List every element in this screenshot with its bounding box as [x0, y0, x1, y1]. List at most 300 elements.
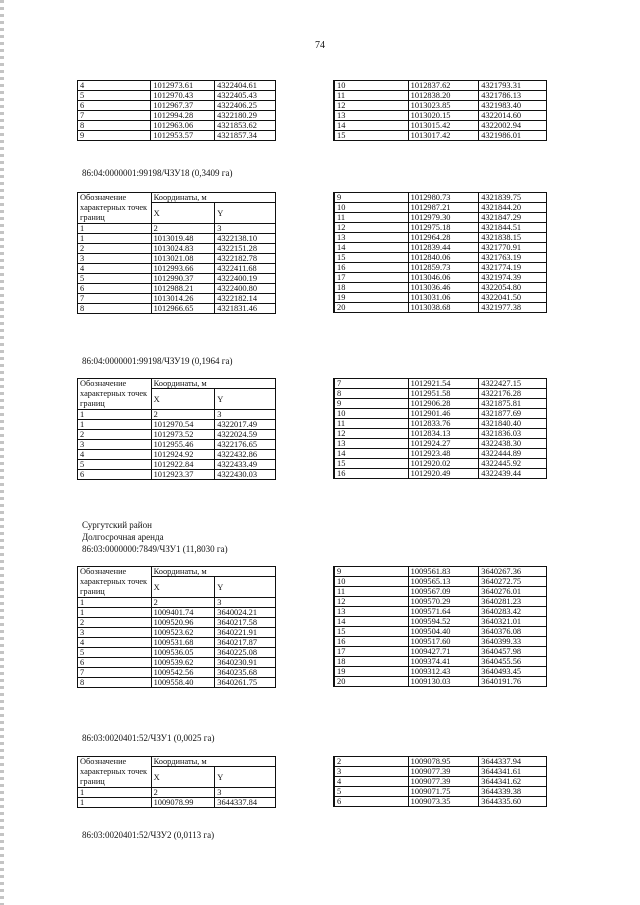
table-row	[334, 273, 547, 283]
coord-x: 1009558.40	[151, 678, 215, 688]
coord-y: 4322400.19	[215, 274, 276, 284]
coord-x: 1013024.83	[151, 244, 215, 254]
table-row	[78, 798, 276, 808]
coord-y: 3640272.75	[479, 577, 547, 587]
coord-x: 1012924.27	[408, 439, 479, 449]
coord-y: 4321844.51	[479, 223, 547, 233]
coord-x: 1012980.73	[408, 193, 479, 203]
coords-table-s5-left	[77, 756, 276, 808]
coord-x: 1013046.06	[408, 273, 479, 283]
coord-y: 4321774.19	[479, 263, 547, 273]
coord-x: 1009130.03	[408, 677, 479, 687]
point-number: 4	[78, 450, 152, 460]
coord-x: 1009077.39	[408, 777, 479, 787]
point-number: 6	[78, 470, 152, 480]
coord-y: 3640376.08	[479, 627, 547, 637]
coord-x: 1009401.74	[151, 608, 215, 618]
coord-y: 4321839.75	[479, 193, 547, 203]
coord-x: 1009073.35	[408, 797, 479, 807]
coord-y: 3644335.60	[479, 797, 547, 807]
coord-x: 1012973.61	[151, 81, 215, 91]
point-number: 12	[334, 101, 408, 111]
coord-x: 1012975.18	[408, 223, 479, 233]
column-number: 3	[215, 410, 276, 420]
coord-y: 4322151.28	[215, 244, 276, 254]
point-number: 15	[334, 459, 408, 469]
coord-x: 1009071.75	[408, 787, 479, 797]
coord-y: 4322405.43	[215, 91, 276, 101]
coord-y: 4321847.29	[479, 213, 547, 223]
table-row	[334, 767, 547, 777]
coord-x: 1013019.48	[151, 234, 215, 244]
table-row	[78, 628, 276, 638]
coord-y: 4321974.39	[479, 273, 547, 283]
point-number: 17	[334, 647, 408, 657]
table-row	[334, 409, 547, 419]
table-row	[334, 253, 547, 263]
point-number: 19	[334, 667, 408, 677]
point-number: 3	[78, 254, 152, 264]
page-number: 74	[315, 40, 325, 51]
table-row	[334, 617, 547, 627]
point-number: 18	[334, 657, 408, 667]
point-number: 11	[334, 91, 408, 101]
table-row	[334, 667, 547, 677]
coord-y: 4321875.81	[479, 399, 547, 409]
column-number: 2	[151, 788, 215, 798]
point-number: 12	[334, 223, 408, 233]
point-number: 7	[78, 668, 152, 678]
coord-y: 4322432.86	[215, 450, 276, 460]
table-row	[334, 283, 547, 293]
table-row	[78, 234, 276, 244]
coord-y: 4322138.10	[215, 234, 276, 244]
coord-y: 4322444.89	[479, 449, 547, 459]
table-row	[334, 121, 547, 131]
section-label-7849: 86:03:0000000:7849/ЧЗУ1 (11,8030 га)	[82, 544, 228, 554]
coord-x: 1009542.56	[151, 668, 215, 678]
coord-y: 4321831.46	[215, 304, 276, 314]
point-number: 9	[334, 399, 408, 409]
table-row	[78, 648, 276, 658]
table-row	[78, 284, 276, 294]
table-row	[334, 787, 547, 797]
coord-x: 1012921.54	[408, 379, 479, 389]
coord-y: 3640221.91	[215, 628, 276, 638]
table-row	[78, 111, 276, 121]
coord-y: 3644337.94	[479, 757, 547, 767]
point-number: 20	[334, 303, 408, 313]
point-number: 3	[78, 628, 152, 638]
header-designation: Обозначение характерных точек границ	[78, 193, 152, 224]
coord-y: 3644337.84	[215, 798, 276, 808]
coord-x: 1009594.52	[408, 617, 479, 627]
point-number: 10	[334, 203, 408, 213]
table-row	[334, 647, 547, 657]
table-row	[78, 618, 276, 628]
point-number: 9	[334, 193, 408, 203]
table-header-row	[78, 757, 276, 767]
coord-x: 1013015.42	[408, 121, 479, 131]
point-number: 13	[334, 233, 408, 243]
coord-y: 3640281.23	[479, 597, 547, 607]
table-row	[78, 131, 276, 141]
point-number: 1	[78, 798, 152, 808]
header-y: Y	[215, 577, 276, 598]
coord-x: 1009312.43	[408, 667, 479, 677]
coords-table-s2-left	[77, 192, 276, 314]
table-row	[334, 399, 547, 409]
point-number: 8	[78, 678, 152, 688]
point-number: 14	[334, 243, 408, 253]
coord-x: 1012970.54	[151, 420, 215, 430]
header-coordinates: Координаты, м	[151, 379, 275, 389]
coord-y: 4321838.15	[479, 233, 547, 243]
coord-x: 1012951.58	[408, 389, 479, 399]
table-row	[334, 757, 547, 767]
table-row	[334, 233, 547, 243]
coord-y: 4322176.65	[215, 440, 276, 450]
table-row	[78, 294, 276, 304]
point-number: 9	[334, 567, 408, 577]
table-row	[78, 638, 276, 648]
coords-table-s5-right	[333, 756, 547, 807]
coord-y: 4322017.49	[215, 420, 276, 430]
coord-x: 1009374.41	[408, 657, 479, 667]
header-x: X	[151, 389, 215, 410]
point-number: 10	[334, 577, 408, 587]
table-column-number-row	[78, 224, 276, 234]
coord-x: 1012920.49	[408, 469, 479, 479]
point-number: 2	[78, 430, 152, 440]
section-label-chzu19: 86:04:0000001:99198/ЧЗУ19 (0,1964 га)	[82, 356, 233, 366]
coord-y: 3644341.62	[479, 777, 547, 787]
table-row	[334, 587, 547, 597]
coords-table-s2-right	[333, 192, 547, 313]
coord-y: 4322404.61	[215, 81, 276, 91]
coord-x: 1009567.09	[408, 587, 479, 597]
coord-x: 1012838.20	[408, 91, 479, 101]
coord-y: 4322411.68	[215, 264, 276, 274]
table-row	[334, 243, 547, 253]
coord-y: 4322041.50	[479, 293, 547, 303]
coord-x: 1013038.68	[408, 303, 479, 313]
coord-y: 3640230.91	[215, 658, 276, 668]
point-number: 15	[334, 627, 408, 637]
district-label: Сургутский район	[82, 520, 152, 530]
point-number: 1	[78, 420, 152, 430]
table-row	[78, 450, 276, 460]
coord-x: 1012923.48	[408, 449, 479, 459]
point-number: 11	[334, 213, 408, 223]
header-x: X	[151, 767, 215, 788]
coord-y: 4322180.29	[215, 111, 276, 121]
header-x: X	[151, 577, 215, 598]
point-number: 10	[334, 409, 408, 419]
coord-x: 1012963.06	[151, 121, 215, 131]
table-row	[334, 777, 547, 787]
coord-x: 1009520.96	[151, 618, 215, 628]
coord-y: 4322427.15	[479, 379, 547, 389]
coord-x: 1012837.62	[408, 81, 479, 91]
coord-y: 4322400.80	[215, 284, 276, 294]
point-number: 11	[334, 419, 408, 429]
point-number: 10	[334, 81, 408, 91]
table-row	[334, 379, 547, 389]
header-coordinates: Координаты, м	[151, 567, 275, 577]
coord-y: 4322002.94	[479, 121, 547, 131]
table-row	[78, 608, 276, 618]
coord-y: 3640321.01	[479, 617, 547, 627]
header-designation: Обозначение характерных точек границ	[78, 757, 152, 788]
table-header-row	[78, 379, 276, 389]
column-number: 1	[78, 224, 152, 234]
table-column-number-row	[78, 788, 276, 798]
point-number: 3	[78, 440, 152, 450]
point-number: 14	[334, 121, 408, 131]
coord-x: 1009571.64	[408, 607, 479, 617]
point-number: 14	[334, 449, 408, 459]
coord-y: 3640399.33	[479, 637, 547, 647]
table-row	[334, 597, 547, 607]
table-row	[334, 657, 547, 667]
coord-y: 4321836.03	[479, 429, 547, 439]
header-y: Y	[215, 389, 276, 410]
coords-table-s4-left	[77, 566, 276, 688]
lease-label: Долгосрочная аренда	[82, 532, 164, 542]
coord-x: 1012970.43	[151, 91, 215, 101]
coords-table-s3-right	[333, 378, 547, 479]
point-number: 4	[78, 264, 152, 274]
coord-y: 3640217.58	[215, 618, 276, 628]
table-row	[78, 264, 276, 274]
point-number: 17	[334, 273, 408, 283]
coord-y: 4322430.03	[215, 470, 276, 480]
table-row	[334, 577, 547, 587]
coord-y: 4322024.59	[215, 430, 276, 440]
coord-x: 1013023.85	[408, 101, 479, 111]
coord-x: 1009565.13	[408, 577, 479, 587]
point-number: 11	[334, 587, 408, 597]
coord-y: 4322433.49	[215, 460, 276, 470]
table-row	[78, 420, 276, 430]
point-number: 6	[334, 797, 408, 807]
point-number: 13	[334, 607, 408, 617]
column-number: 3	[215, 788, 276, 798]
column-number: 1	[78, 598, 152, 608]
coord-x: 1013031.06	[408, 293, 479, 303]
coord-x: 1012953.57	[151, 131, 215, 141]
table-row	[78, 101, 276, 111]
coord-x: 1012833.76	[408, 419, 479, 429]
coord-x: 1013036.46	[408, 283, 479, 293]
coord-x: 1012922.84	[151, 460, 215, 470]
coord-x: 1012901.46	[408, 409, 479, 419]
point-number: 20	[334, 677, 408, 687]
coord-y: 3640217.87	[215, 638, 276, 648]
point-number: 12	[334, 597, 408, 607]
table-row	[78, 430, 276, 440]
point-number: 4	[78, 81, 151, 91]
coord-x: 1009570.29	[408, 597, 479, 607]
table-row	[78, 678, 276, 688]
table-column-number-row	[78, 410, 276, 420]
table-row	[78, 254, 276, 264]
table-header-row	[78, 193, 276, 203]
point-number: 9	[78, 131, 151, 141]
coord-y: 3640276.01	[479, 587, 547, 597]
header-designation: Обозначение характерных точек границ	[78, 379, 152, 410]
coord-x: 1012859.73	[408, 263, 479, 273]
coord-y: 4322406.25	[215, 101, 276, 111]
coord-y: 3644339.38	[479, 787, 547, 797]
point-number: 13	[334, 439, 408, 449]
point-number: 13	[334, 111, 408, 121]
coord-x: 1012990.37	[151, 274, 215, 284]
table-row	[334, 223, 547, 233]
coord-x: 1012993.66	[151, 264, 215, 274]
point-number: 5	[334, 787, 408, 797]
column-number: 2	[151, 598, 215, 608]
table-row	[334, 449, 547, 459]
table-row	[78, 91, 276, 101]
point-number: 2	[334, 757, 408, 767]
coord-x: 1013017.42	[408, 131, 479, 141]
point-number: 15	[334, 253, 408, 263]
point-number: 8	[78, 304, 152, 314]
coord-x: 1012967.37	[151, 101, 215, 111]
column-number: 3	[215, 598, 276, 608]
header-coordinates: Координаты, м	[151, 193, 275, 203]
coord-y: 4322182.78	[215, 254, 276, 264]
coord-y: 3640283.42	[479, 607, 547, 617]
table-row	[78, 668, 276, 678]
table-row	[334, 111, 547, 121]
table-row	[334, 429, 547, 439]
table-row	[334, 101, 547, 111]
header-designation: Обозначение характерных точек границ	[78, 567, 152, 598]
table-row	[334, 627, 547, 637]
header-x: X	[151, 203, 215, 224]
coord-x: 1012994.28	[151, 111, 215, 121]
point-number: 2	[78, 244, 152, 254]
coord-x: 1012973.52	[151, 430, 215, 440]
table-row	[78, 81, 276, 91]
point-number: 1	[78, 234, 152, 244]
coord-y: 4322445.92	[479, 459, 547, 469]
coord-x: 1009561.83	[408, 567, 479, 577]
coords-table-s1-right	[333, 80, 547, 141]
column-number: 1	[78, 410, 152, 420]
coord-y: 3640457.98	[479, 647, 547, 657]
coord-x: 1012988.21	[151, 284, 215, 294]
coord-x: 1009531.68	[151, 638, 215, 648]
table-row	[334, 469, 547, 479]
point-number: 1	[78, 608, 152, 618]
table-row	[78, 460, 276, 470]
table-column-number-row	[78, 598, 276, 608]
table-row	[334, 459, 547, 469]
coord-x: 1009078.95	[408, 757, 479, 767]
coord-x: 1009077.39	[408, 767, 479, 777]
coord-y: 4322054.80	[479, 283, 547, 293]
table-row	[334, 303, 547, 313]
point-number: 5	[78, 648, 152, 658]
coord-x: 1012923.37	[151, 470, 215, 480]
coord-x: 1012964.28	[408, 233, 479, 243]
column-number: 2	[151, 410, 215, 420]
point-number: 7	[78, 111, 151, 121]
table-header-row	[78, 567, 276, 577]
point-number: 18	[334, 283, 408, 293]
table-row	[334, 91, 547, 101]
coord-x: 1012966.65	[151, 304, 215, 314]
point-number: 7	[334, 379, 408, 389]
coord-y: 4321793.31	[479, 81, 547, 91]
coord-x: 1012920.02	[408, 459, 479, 469]
point-number: 3	[334, 767, 408, 777]
table-row	[78, 274, 276, 284]
coords-table-s1-left	[77, 80, 276, 141]
column-number: 3	[215, 224, 276, 234]
point-number: 6	[78, 101, 151, 111]
point-number: 5	[78, 274, 152, 284]
coord-y: 4321877.69	[479, 409, 547, 419]
coord-y: 3644341.61	[479, 767, 547, 777]
section-label-52-chzu1: 86:03:0020401:52/ЧЗУ1 (0,0025 га)	[82, 733, 215, 743]
coord-x: 1012979.30	[408, 213, 479, 223]
coord-y: 4321983.40	[479, 101, 547, 111]
coord-y: 4321986.01	[479, 131, 547, 141]
coord-y: 3640191.76	[479, 677, 547, 687]
coord-x: 1012834.13	[408, 429, 479, 439]
table-row	[78, 304, 276, 314]
coord-y: 4321786.13	[479, 91, 547, 101]
coord-y: 4322439.44	[479, 469, 547, 479]
point-number: 8	[334, 389, 408, 399]
scan-edge	[0, 0, 4, 905]
coord-x: 1013021.08	[151, 254, 215, 264]
coord-y: 4321977.38	[479, 303, 547, 313]
coord-x: 1009504.40	[408, 627, 479, 637]
table-row	[334, 213, 547, 223]
header-coordinates: Координаты, м	[151, 757, 275, 767]
coord-y: 4321844.20	[479, 203, 547, 213]
table-row	[334, 131, 547, 141]
table-row	[334, 607, 547, 617]
coord-x: 1009523.62	[151, 628, 215, 638]
coord-x: 1009517.60	[408, 637, 479, 647]
coord-y: 3640267.36	[479, 567, 547, 577]
table-row	[78, 658, 276, 668]
header-y: Y	[215, 767, 276, 788]
coord-y: 4322014.60	[479, 111, 547, 121]
point-number: 7	[78, 294, 152, 304]
point-number: 8	[78, 121, 151, 131]
point-number: 2	[78, 618, 152, 628]
coord-x: 1013020.15	[408, 111, 479, 121]
table-row	[334, 419, 547, 429]
coord-x: 1012924.92	[151, 450, 215, 460]
coord-y: 3640261.75	[215, 678, 276, 688]
table-row	[334, 389, 547, 399]
table-row	[334, 203, 547, 213]
table-row	[334, 293, 547, 303]
coords-table-s3-left	[77, 378, 276, 480]
coord-y: 4322176.28	[479, 389, 547, 399]
coord-x: 1013014.26	[151, 294, 215, 304]
point-number: 16	[334, 263, 408, 273]
